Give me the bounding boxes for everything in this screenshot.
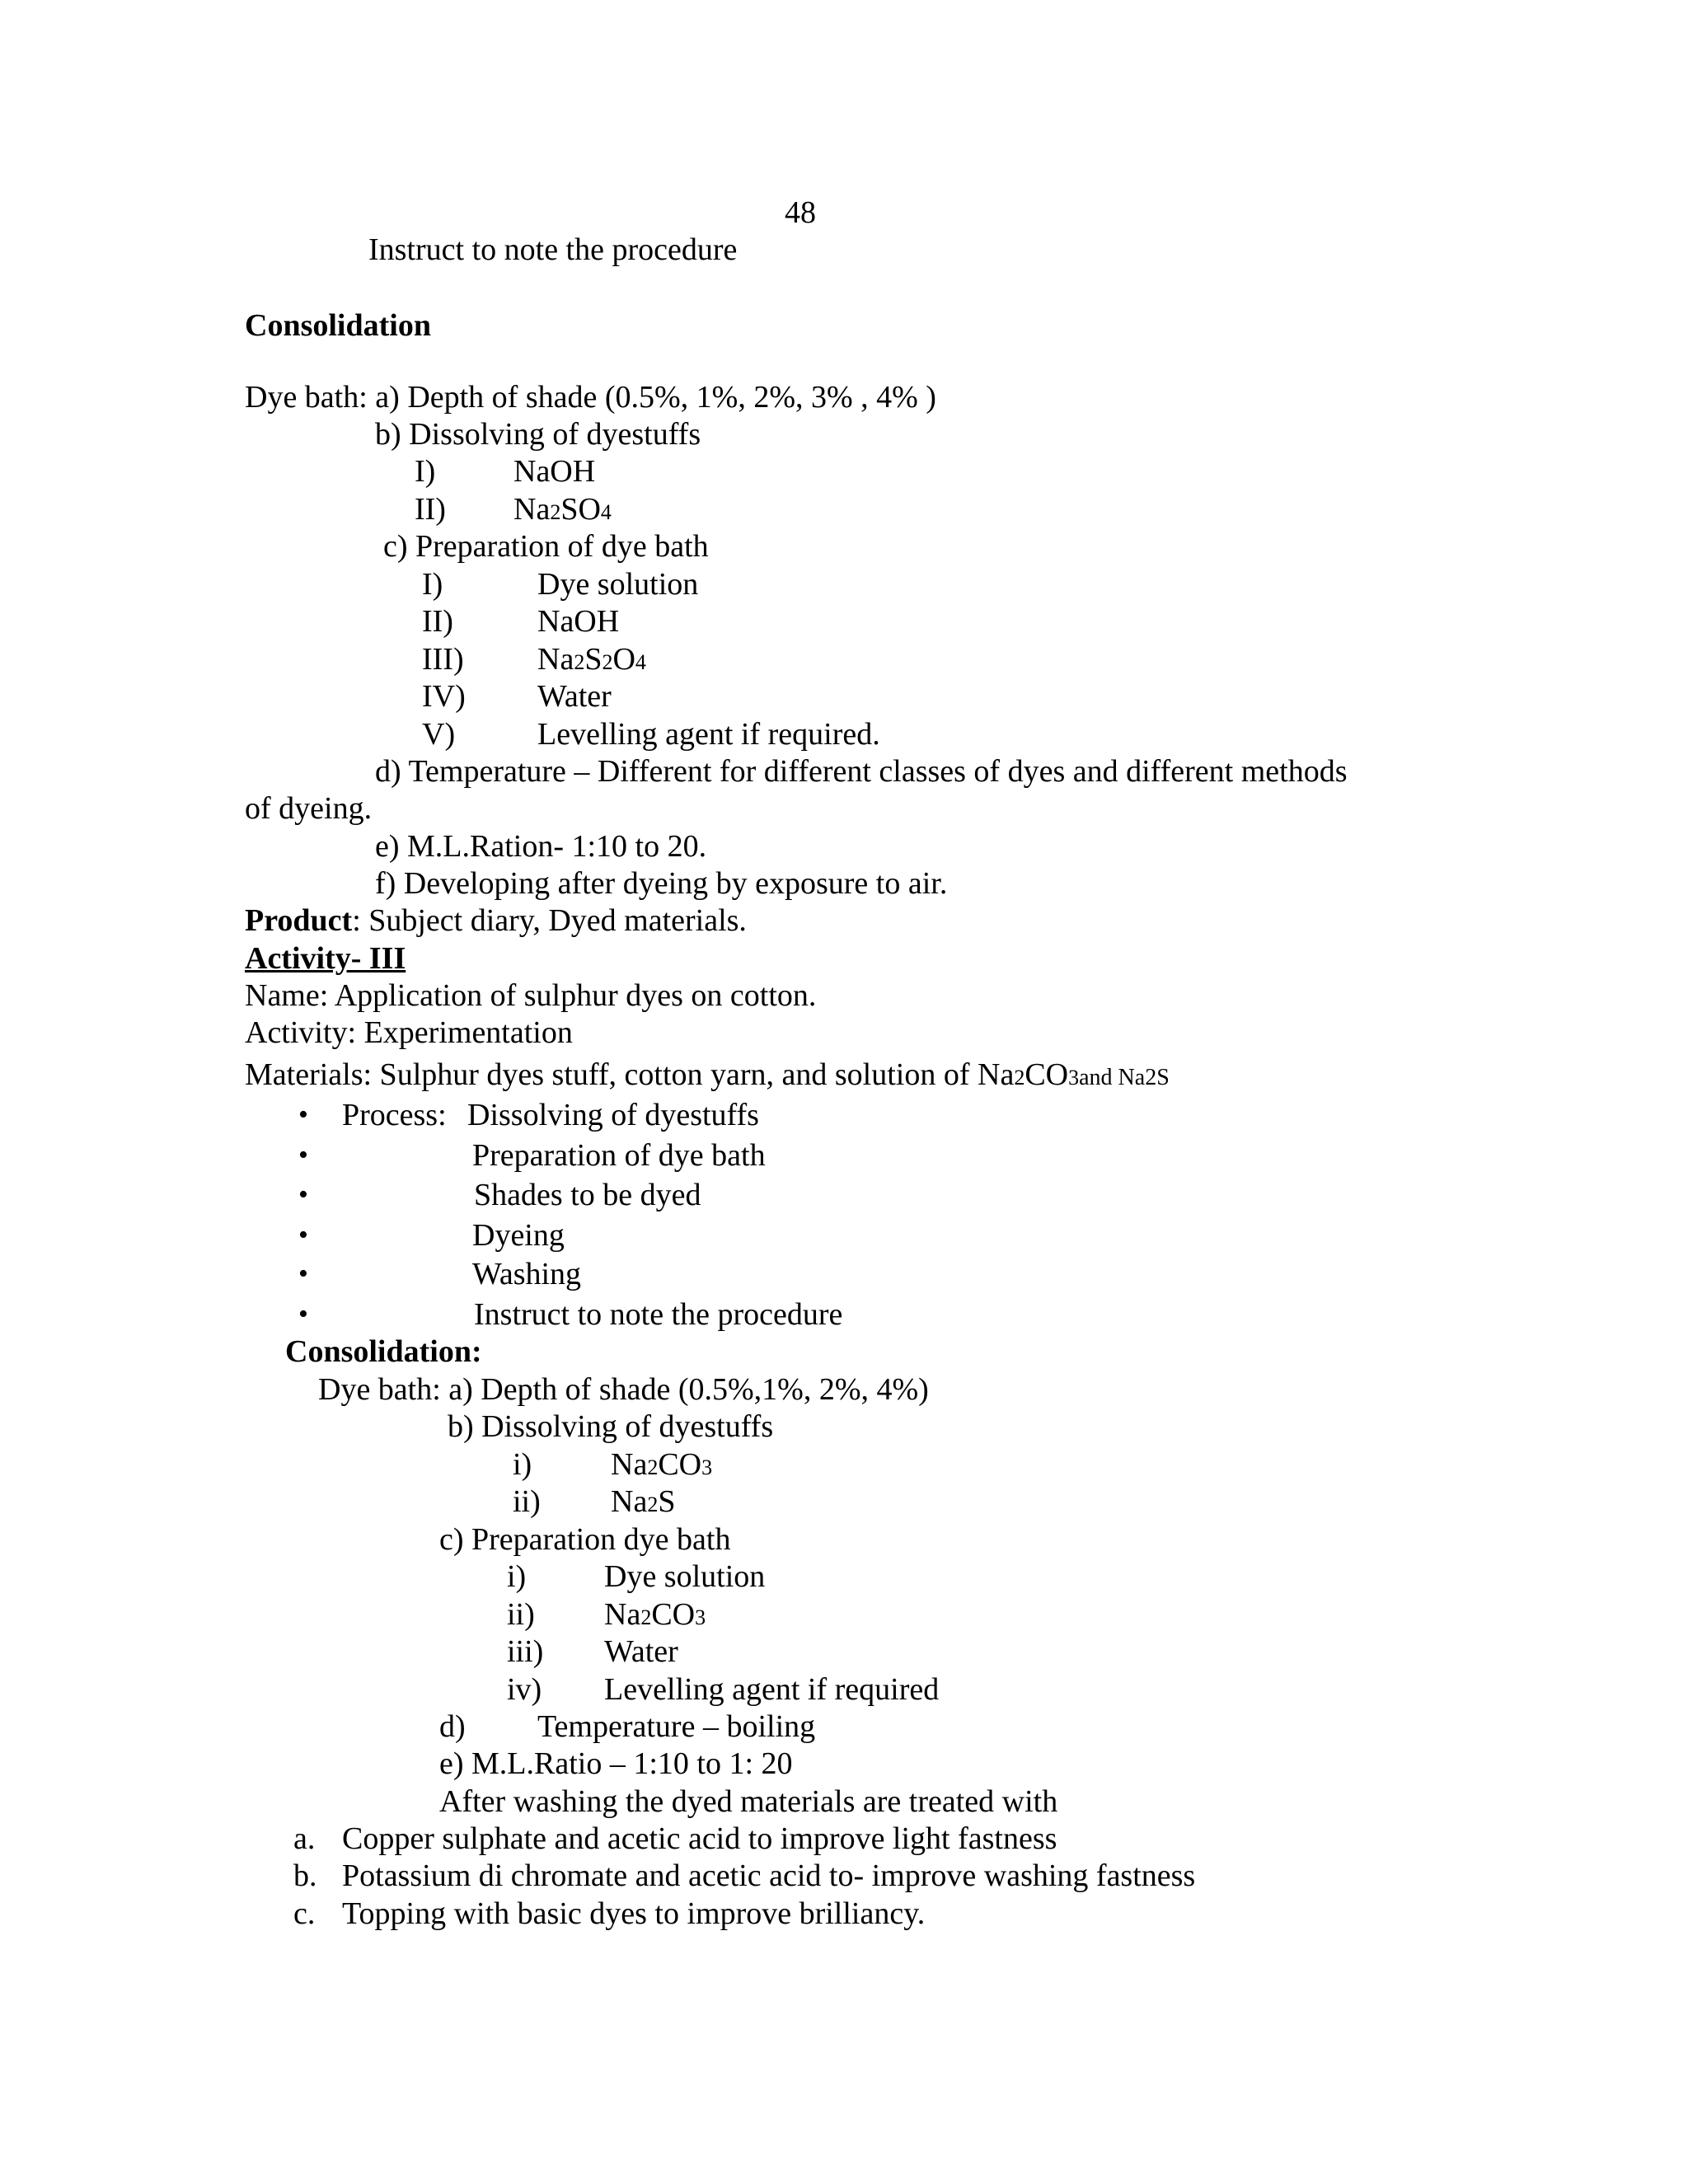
product-label: Product xyxy=(245,903,353,938)
process-item: Preparation of dye bath xyxy=(472,1138,766,1173)
depth-of-shade: a) Depth of shade (0.5%, 1%, 2%, 3% , 4% ) xyxy=(375,380,936,415)
list-item-text: Levelling agent if required. xyxy=(537,717,880,752)
chem-formula: Na 2 CO 3 xyxy=(604,1597,706,1632)
list-item-text: Potassium di chromate and acetic acid to- improve washing fastness xyxy=(342,1858,1196,1893)
list-num: a. xyxy=(293,1821,316,1856)
chem-formula: Na 2 SO 4 xyxy=(513,492,612,527)
chem-formula: Na 2 CO 3 xyxy=(611,1447,713,1482)
list-item-text: Dye solution xyxy=(604,1559,766,1594)
temperature-line-2: Temperature – boiling xyxy=(537,1709,816,1744)
list-item-text: Water xyxy=(604,1634,678,1669)
dissolving-line-2: b) Dissolving of dyestuffs xyxy=(448,1409,774,1444)
temperature-line: d) Temperature – Different for different classes of dyes and different methods xyxy=(375,754,1348,789)
process-item: Instruct to note the procedure xyxy=(474,1297,843,1332)
list-num: i) xyxy=(507,1559,527,1594)
list-num: II) xyxy=(415,492,446,527)
list-num: d) xyxy=(439,1709,466,1744)
list-item-text: Dye solution xyxy=(537,567,699,602)
materials-line: Materials: Sulphur dyes stuff, cotton yarn, and solution of Na 2 CO 3 and Na 2 S xyxy=(245,1057,1170,1092)
list-num: I) xyxy=(415,454,436,489)
temperature-cont: of dyeing. xyxy=(245,791,373,826)
process-item: Shades to be dyed xyxy=(474,1178,701,1212)
activity-name: Name: Application of sulphur dyes on cotton. xyxy=(245,978,817,1013)
list-num: iv) xyxy=(507,1672,542,1707)
bullet-icon: • xyxy=(298,1258,308,1289)
list-item-text: NaOH xyxy=(537,604,620,639)
list-num: iii) xyxy=(507,1634,544,1669)
activity-heading: Activity- III xyxy=(245,941,406,976)
list-num: ii) xyxy=(507,1597,535,1632)
process-label: Process: xyxy=(342,1098,447,1132)
bullet-icon: • xyxy=(298,1140,308,1170)
list-num: b. xyxy=(293,1858,317,1893)
bullet-icon: • xyxy=(298,1299,308,1329)
preparation-line: c) Preparation of dye bath xyxy=(383,529,709,564)
preparation-line-2: c) Preparation dye bath xyxy=(439,1522,731,1557)
dissolving-line: b) Dissolving of dyestuffs xyxy=(375,417,701,452)
consolidation-heading: Consolidation xyxy=(245,308,431,343)
process-item: Washing xyxy=(472,1257,582,1291)
list-num: IV) xyxy=(422,679,466,714)
list-item-text: Topping with basic dyes to improve brilliancy. xyxy=(342,1896,926,1931)
list-item-text: Water xyxy=(537,679,612,714)
dye-bath-label: Dye bath: xyxy=(245,380,368,415)
list-item-text: Levelling agent if required xyxy=(604,1672,940,1707)
list-num: i) xyxy=(513,1447,532,1482)
after-washing-line: After washing the dyed materials are treated with xyxy=(439,1784,1058,1819)
dye-bath-line-2: Dye bath: a) Depth of shade (0.5%,1%, 2%, 4%) xyxy=(318,1372,929,1407)
list-num: III) xyxy=(422,642,464,677)
list-item-text: NaOH xyxy=(513,454,596,489)
page-number: 48 xyxy=(785,195,816,230)
product-text: : Subject diary, Dyed materials. xyxy=(352,903,747,938)
developing-line: f) Developing after dyeing by exposure to air. xyxy=(375,866,948,901)
bullet-icon: • xyxy=(298,1099,308,1130)
list-num: II) xyxy=(422,604,453,639)
list-num: ii) xyxy=(513,1484,541,1519)
ml-ratio-line-2: e) M.L.Ratio – 1:10 to 1: 20 xyxy=(439,1746,793,1781)
process-item: Dyeing xyxy=(472,1218,565,1253)
bullet-icon: • xyxy=(298,1179,308,1210)
dye-bath-line xyxy=(245,379,936,415)
list-item-text: Copper sulphate and acetic acid to improve light fastness xyxy=(342,1821,1057,1856)
bullet-icon: • xyxy=(298,1220,308,1250)
chem-formula: Na 2 S xyxy=(611,1484,676,1519)
consolidation2-heading: Consolidation: xyxy=(285,1334,482,1369)
process-item: Dissolving of dyestuffs xyxy=(467,1098,759,1132)
chem-formula: Na 2 S 2 O 4 xyxy=(537,642,646,677)
list-num: c. xyxy=(293,1896,316,1931)
activity-type: Activity: Experimentation xyxy=(245,1015,573,1050)
list-num: V) xyxy=(422,717,456,752)
intro-line: Instruct to note the procedure xyxy=(368,232,738,267)
list-num: I) xyxy=(422,567,443,602)
ml-ratio-line: e) M.L.Ration- 1:10 to 20. xyxy=(375,829,707,864)
product-line xyxy=(245,902,747,939)
